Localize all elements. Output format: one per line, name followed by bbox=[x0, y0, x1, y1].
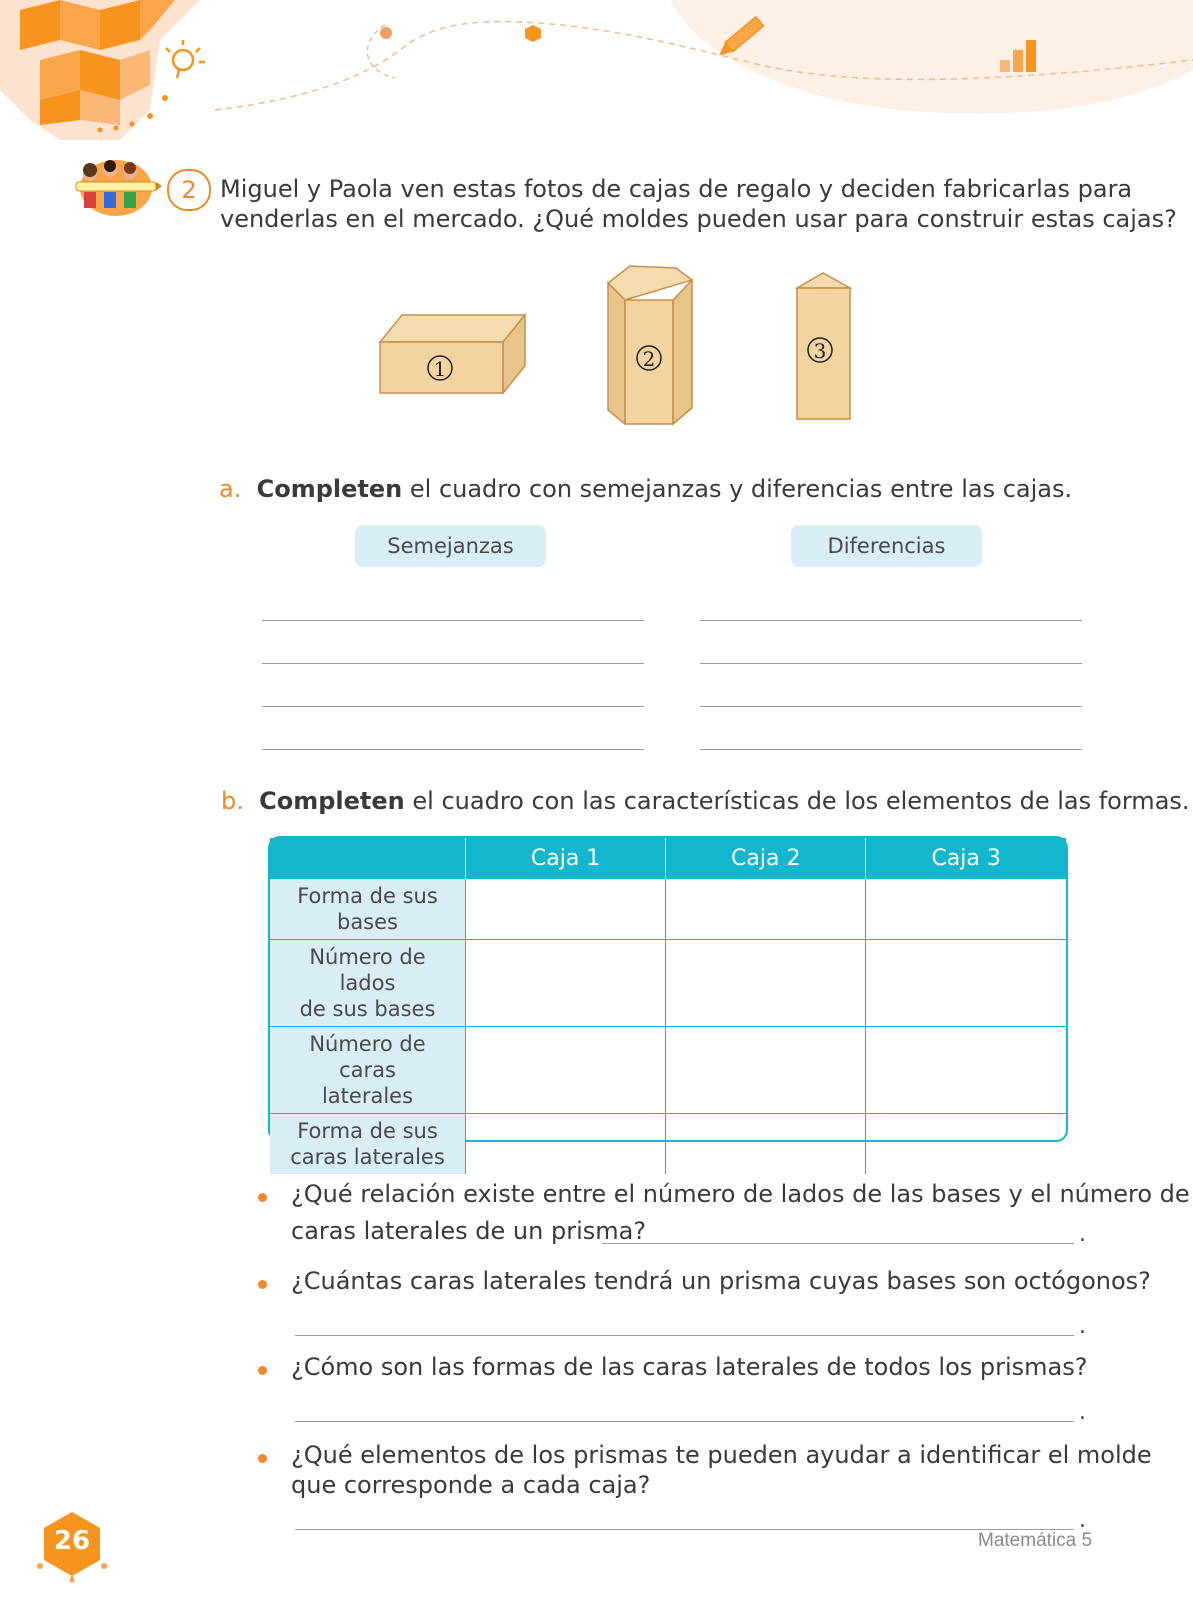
bullet-question-1-line-2: caras laterales de un prisma? bbox=[291, 1217, 647, 1245]
answer-line-3[interactable] bbox=[295, 1421, 1074, 1422]
differences-header: Diferencias bbox=[791, 525, 982, 567]
table-cell-answer[interactable] bbox=[866, 1027, 1066, 1114]
row-label-lateral-faces-shape bbox=[270, 1114, 466, 1175]
part-b-letter: b. bbox=[221, 787, 244, 815]
row-label-line: Número de caras bbox=[309, 1032, 426, 1082]
differences-answer-line[interactable] bbox=[700, 620, 1082, 621]
part-a-instruction bbox=[219, 475, 1072, 503]
table-header-caja-2: Caja 2 bbox=[666, 838, 866, 879]
end-period: . bbox=[1079, 1400, 1086, 1425]
table-cell-answer[interactable] bbox=[666, 879, 866, 940]
end-period: . bbox=[1079, 1508, 1086, 1533]
table-cell-answer[interactable] bbox=[466, 1027, 666, 1114]
table-row bbox=[270, 879, 1066, 940]
table-cell-answer[interactable] bbox=[866, 1114, 1066, 1175]
part-a-rest: el cuadro con semejanzas y diferencias entre las cajas. bbox=[402, 475, 1073, 503]
question-number: 2 bbox=[167, 169, 211, 211]
table-cell-answer[interactable] bbox=[866, 879, 1066, 940]
row-label-line: de sus bases bbox=[299, 997, 436, 1021]
bullet-question-2: ¿Cuántas caras laterales tendrá un prisma cuyas bases son octógonos? bbox=[291, 1267, 1151, 1295]
differences-answer-line[interactable] bbox=[700, 663, 1082, 664]
answer-line-2[interactable] bbox=[295, 1335, 1074, 1336]
page-number: 26 bbox=[53, 1526, 91, 1556]
table-cell-answer[interactable] bbox=[866, 940, 1066, 1027]
bullet-question-1-line-1: ¿Qué relación existe entre el número de lados de las bases y el número de bbox=[291, 1180, 1190, 1208]
similarities-answer-line[interactable] bbox=[262, 749, 644, 750]
end-period: . bbox=[1079, 1222, 1086, 1247]
box-1 bbox=[380, 315, 525, 393]
table-row bbox=[270, 1027, 1066, 1114]
table-cell-answer[interactable] bbox=[466, 1114, 666, 1175]
row-label-line: Forma de sus bbox=[297, 884, 438, 908]
bullet-dot bbox=[258, 1454, 267, 1463]
book-title: Matemática 5 bbox=[978, 1530, 1093, 1551]
differences-answer-line[interactable] bbox=[700, 749, 1082, 750]
part-b-rest: el cuadro con las características de los elementos de las formas. bbox=[404, 787, 1190, 815]
question-line-2: venderlas en el mercado. ¿Qué moldes pueden usar para construir estas cajas? bbox=[220, 205, 1177, 233]
similarities-header: Semejanzas bbox=[355, 525, 546, 567]
table-row bbox=[270, 940, 1066, 1027]
table-cell-answer[interactable] bbox=[666, 1027, 866, 1114]
row-label-lateral-faces-count bbox=[270, 1027, 466, 1114]
bullet-question-4-line-2: que corresponde a cada caja? bbox=[291, 1471, 651, 1499]
bullet-dot bbox=[258, 1193, 267, 1202]
table-header-caja-1: Caja 1 bbox=[466, 838, 666, 879]
box-label-1: 1 bbox=[433, 357, 447, 381]
header-decoration bbox=[0, 0, 1193, 150]
bullet-question-4-line-1: ¿Qué elementos de los prismas te pueden ayudar a identificar el molde bbox=[291, 1441, 1152, 1469]
kids-icon bbox=[70, 156, 162, 218]
table-cell-answer[interactable] bbox=[466, 940, 666, 1027]
row-label-line: bases bbox=[336, 910, 398, 934]
row-label-base-sides bbox=[270, 940, 466, 1027]
table-cell-answer[interactable] bbox=[666, 1114, 866, 1175]
row-label-line: caras laterales bbox=[290, 1145, 445, 1169]
row-label-line: Número de lados bbox=[309, 945, 426, 995]
similarities-answer-line[interactable] bbox=[262, 620, 644, 621]
characteristics-table bbox=[268, 836, 1068, 1169]
gift-boxes-illustration bbox=[380, 268, 880, 438]
differences-answer-line[interactable] bbox=[700, 706, 1082, 707]
end-period: . bbox=[1079, 1314, 1086, 1339]
table-header-empty bbox=[270, 838, 466, 879]
box-label-3: 3 bbox=[813, 339, 827, 363]
box-label-2: 2 bbox=[642, 347, 656, 371]
answer-line-4[interactable] bbox=[295, 1529, 1074, 1530]
question-text bbox=[220, 174, 1177, 234]
bullet-dot bbox=[258, 1366, 267, 1375]
row-label-line: Forma de sus bbox=[297, 1119, 438, 1143]
answer-line-1[interactable] bbox=[602, 1243, 1074, 1244]
lightbulb-icon bbox=[166, 40, 205, 78]
question-line-1: Miguel y Paola ven estas fotos de cajas de regalo y deciden fabricarlas para bbox=[220, 175, 1133, 203]
bullet-question-3: ¿Cómo son las formas de las caras laterales de todos los prismas? bbox=[291, 1353, 1088, 1381]
table-row bbox=[270, 1114, 1066, 1175]
row-label-line: laterales bbox=[321, 1084, 414, 1108]
part-b-instruction bbox=[221, 787, 1190, 815]
similarities-answer-line[interactable] bbox=[262, 706, 644, 707]
part-a-bold: Completen bbox=[256, 475, 403, 503]
table-cell-answer[interactable] bbox=[666, 940, 866, 1027]
box-2 bbox=[608, 266, 692, 424]
part-a-letter: a. bbox=[219, 475, 242, 503]
table-header-caja-3: Caja 3 bbox=[866, 838, 1066, 879]
table-cell-answer[interactable] bbox=[466, 879, 666, 940]
part-b-bold: Completen bbox=[259, 787, 405, 815]
bullet-dot bbox=[258, 1280, 267, 1289]
similarities-answer-line[interactable] bbox=[262, 663, 644, 664]
row-label-base-shape bbox=[270, 879, 466, 940]
cubes-icon bbox=[0, 0, 200, 140]
table-header-row bbox=[270, 838, 1066, 879]
